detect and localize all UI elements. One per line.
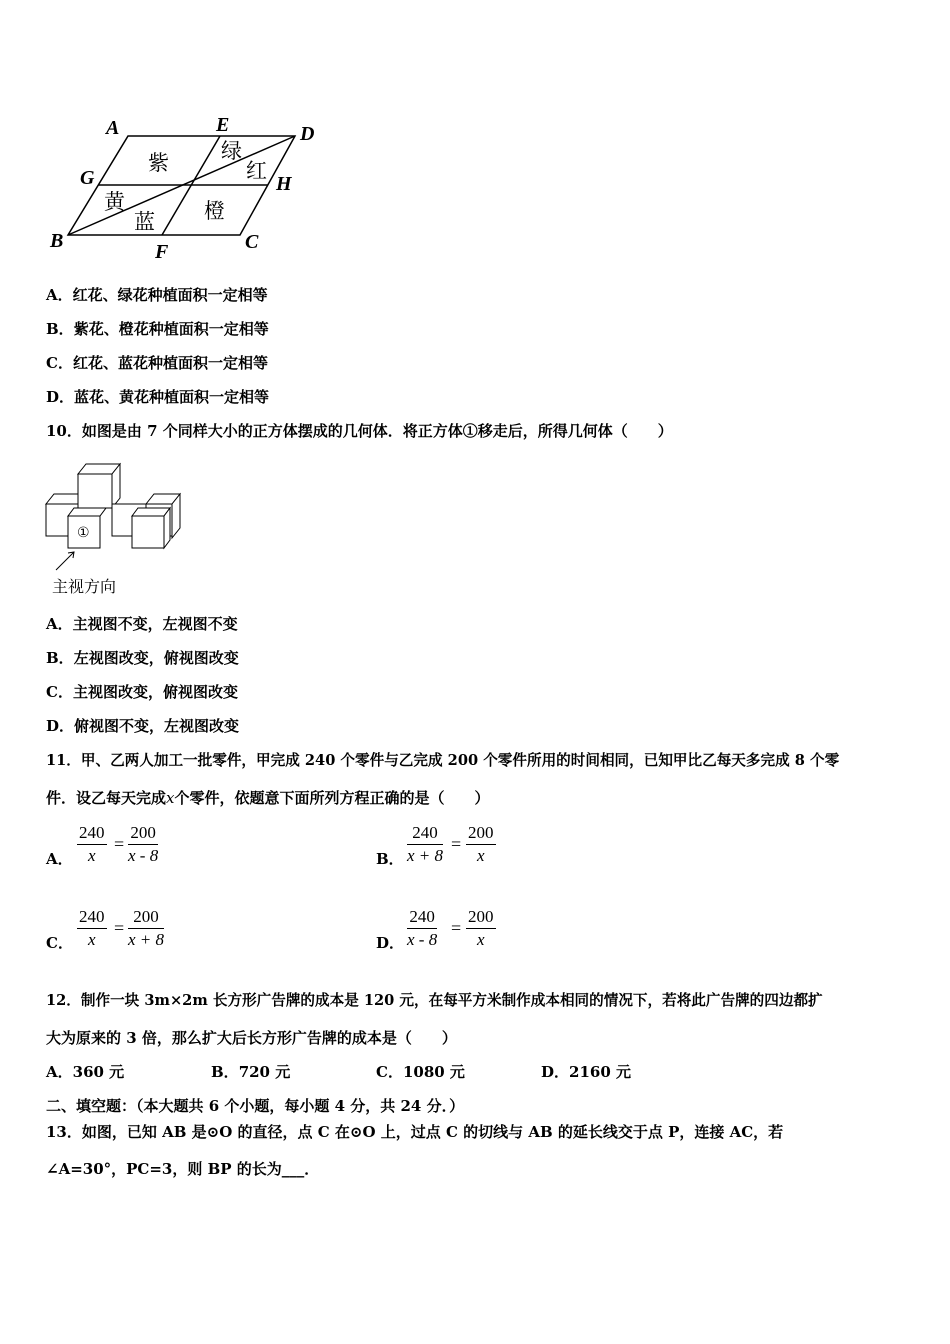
label-f: F [155, 241, 169, 260]
q10-stem: 10．如图是由 7 个同样大小的正方体摆成的几何体．将正方体①移走后，所得几何体（ ） [46, 422, 673, 440]
q10-option-c: C．主视图改变，俯视图改变 [46, 683, 238, 701]
q10-option-d: D．俯视图不变，左视图改变 [46, 717, 240, 735]
q11-a-frac-right: $\frac{200}{x - 8}$ [128, 823, 159, 865]
q11-a-equals: = [114, 834, 125, 854]
region-green: 绿 [221, 139, 242, 163]
q9-option-c: C．红花、蓝花种植面积一定相等 [46, 354, 268, 372]
q11-d-frac-left: $\frac{240}{x - 8}$ [407, 907, 438, 949]
q11-option-c-label: C． [46, 934, 73, 952]
q10-option-a: A．主视图不变，左视图不变 [46, 615, 238, 633]
q11-option-a-label: A． [46, 850, 73, 868]
q11-a-frac-left: $\frac{240}{x}$ [79, 823, 105, 865]
label-e: E [216, 114, 230, 136]
q11-option-b-label: B． [376, 850, 404, 868]
q11-d-frac-right: $\frac{200}{x}$ [468, 907, 494, 949]
cube-1-label: ① [77, 525, 90, 541]
cubes-figure [40, 460, 190, 600]
q9-option-b: B．紫花、橙花种植面积一定相等 [46, 320, 269, 338]
section2-heading: 二、填空题：（本大题共 6 个小题，每小题 4 分，共 24 分．） [46, 1097, 465, 1115]
q13-line2: ∠A=30°，PC=3，则 BP 的长为___． [46, 1160, 320, 1178]
label-a: A [106, 117, 120, 139]
q12-option-b: B．720 元 [211, 1063, 291, 1081]
q12-stem-line2: 大为原来的 3 倍，那么扩大后长方形广告牌的成本是（ ） [46, 1029, 457, 1047]
label-d: D [300, 123, 315, 145]
q9-option-a: A．红花、绿花种植面积一定相等 [46, 286, 268, 304]
label-g: G [80, 167, 95, 189]
q11-c-equals: = [114, 918, 125, 938]
q11-stem-line2: 件．设乙每天完成x个零件，依题意下面所列方程正确的是（ ） [46, 789, 490, 807]
q12-option-c: C．1080 元 [376, 1063, 465, 1081]
arrow-line [56, 552, 74, 570]
label-b: B [50, 230, 64, 252]
q11-stem-line1: 11．甲、乙两人加工一批零件，甲完成 240 个零件与乙完成 200 个零件所用的时间相同，已知甲比乙每天多完成 8 个零 [46, 752, 840, 769]
q11-c-frac-right: $\frac{200}{x + 8}$ [128, 907, 165, 949]
q11-b-frac-left: $\frac{240}{x + 8}$ [407, 823, 444, 865]
region-yellow: 黄 [104, 190, 125, 214]
q12-option-d: D．2160 元 [541, 1063, 631, 1081]
q12-option-a: A．360 元 [46, 1063, 125, 1081]
q9-option-d: D．蓝花、黄花种植面积一定相等 [46, 388, 270, 406]
direction-label: 主视方向 [52, 577, 117, 596]
q12-stem-line1: 12．制作一块 3m×2m 长方形广告牌的成本是 120 元，在每平方米制作成本相同的情况下，若将此广告牌的四边都扩 [46, 992, 823, 1009]
region-orange: 橙 [204, 199, 225, 223]
q11-option-d-label: D． [376, 934, 405, 952]
parallelogram-figure [40, 110, 340, 260]
q11-d-equals: = [451, 918, 462, 938]
q13-line1: 13．如图，已知 AB 是⊙O 的直径，点 C 在⊙O 上，过点 C 的切线与 AB 的延长线交于点 P，连接 AC，若 [46, 1123, 784, 1141]
region-blue: 蓝 [134, 210, 155, 234]
region-red: 红 [246, 159, 267, 183]
label-h: H [276, 173, 292, 195]
label-c: C [245, 231, 259, 253]
q11-c-frac-left: $\frac{240}{x}$ [79, 907, 105, 949]
q10-option-b: B．左视图改变，俯视图改变 [46, 649, 239, 667]
region-purple: 紫 [148, 151, 169, 175]
q11-b-equals: = [451, 834, 462, 854]
q11-b-frac-right: $\frac{200}{x}$ [468, 823, 494, 865]
